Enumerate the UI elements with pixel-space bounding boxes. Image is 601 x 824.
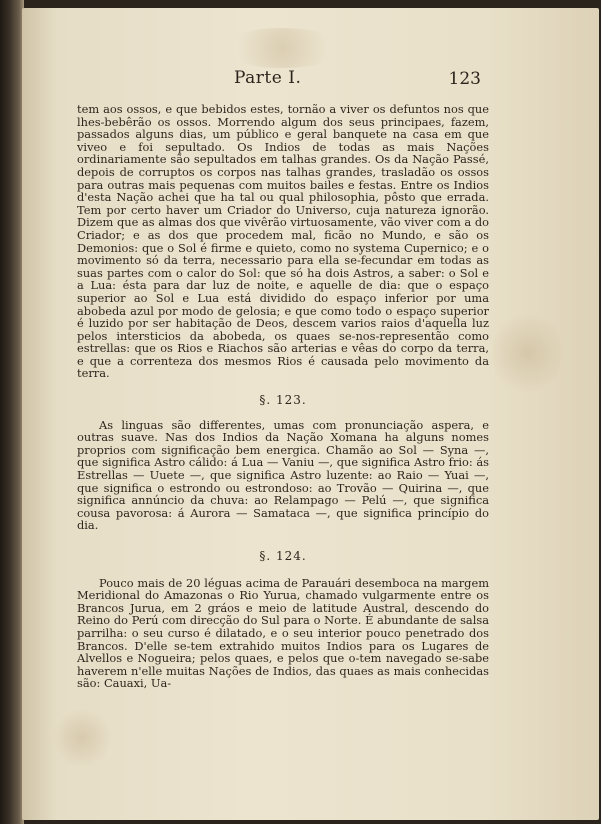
running-title: Parte I. (234, 68, 302, 88)
page-number: 123 (448, 69, 481, 89)
page-header (22, 68, 599, 94)
paper-stain (52, 708, 112, 768)
section-heading: §. 123. (259, 393, 307, 408)
paper-stain (492, 308, 562, 398)
paper-stain (222, 28, 342, 68)
book-page (22, 8, 599, 820)
paragraph: Pouco mais de 20 léguas acima de Parauári desemboca na margem Meridional do Amazonas o Rio Yurua, chamado vulgarmente entre os Brancos Jurua, em 2 gráos e meio de latitude Austral, descendo do Reino do Perú com direcção do Sul para o Norte. É abundante de salsa parrilha: o seu curso é dilatado, e o seu interior pouco penetrado dos Brancos. D'elle se-tem extrahido muitos Indios para os Lugares de Alvellos e Nogueira; pelos quaes, e pelos que o-tem navegado se-sabe haverem n'elle muitas Nações de Indios, das quaes as mais conhecidas são: Cauaxi, Ua- (77, 575, 489, 691)
body-text (77, 103, 489, 690)
paragraph: As linguas são differentes, umas com pronunciação aspera, e outras suave. Nas dos Indios da Nação Xomana ha alguns nomes proprios com significação bem energica. Chamão ao Sol — Syna —, que significa Astro cálido: á Lua — Vaniu —, que significa Astro frio: ás Estrellas — Uuete —, que significa Astro luzente: ao Raio — Yuai —, que significa o estrondo ou estrondoso: ao Trovão — Quirina —, que significa annúncio da chuva: ao Relampago — Pelú —, que significa cousa pavorosa: á Aurora — Samataca —, que significa princípio do dia. (77, 417, 489, 533)
book-binding-shadow (0, 0, 24, 824)
paragraph: tem aos ossos, e que bebidos estes, tornão a viver os defuntos nos que lhes-bebêrão os ossos. Morrendo algum dos seus principaes, fazem, passados alguns dias, um público e geral banquete na casa em que viveo e foi sepultado. Os Indios de todas as mais Nações ordinariamente são sepultados em talhas grandes. Os da Nação Passé, depois de corruptos os corpos nas talhas grandes, trasladão os ossos para outras mais pequenas com muitos bailes e festas. Entre os Indios d'esta Nação achei que ha tal ou qual philosophia, pôsto que errada. Tem por certo haver um Criador do Universo, cuja natureza ignorão. Dizem que as almas dos que vivêrão virtuosamente, vão viver com a do Criador; e as dos que procedem mal, ficão no Mundo, e são os Demonios: que o Sol é firme e quieto, como no systema Cupernico; e o movimento só da terra, necessario para ella se-fecundar em todas as suas partes com o calor do Sol: que só ha dois Astros, a saber: o Sol e a Lua: ésta para dar luz de noite, e aquelle de dia: que o espaço superior ao Sol e Lua está dividido do espaço inferior por uma abobeda azul por modo de gelosia; e que como todo o espaço superior é luzido por ser habitação de Deos, descem varios raios d'aquella luz pelos intersticios da abobeda, os quaes se-nos-representão como estrellas: que os Rios e Riachos são arterias e vêas do corpo da terra, e que a correnteza dos mesmos Rios é causada pelo movimento da terra. (77, 102, 489, 381)
section-heading: §. 124. (259, 549, 307, 563)
